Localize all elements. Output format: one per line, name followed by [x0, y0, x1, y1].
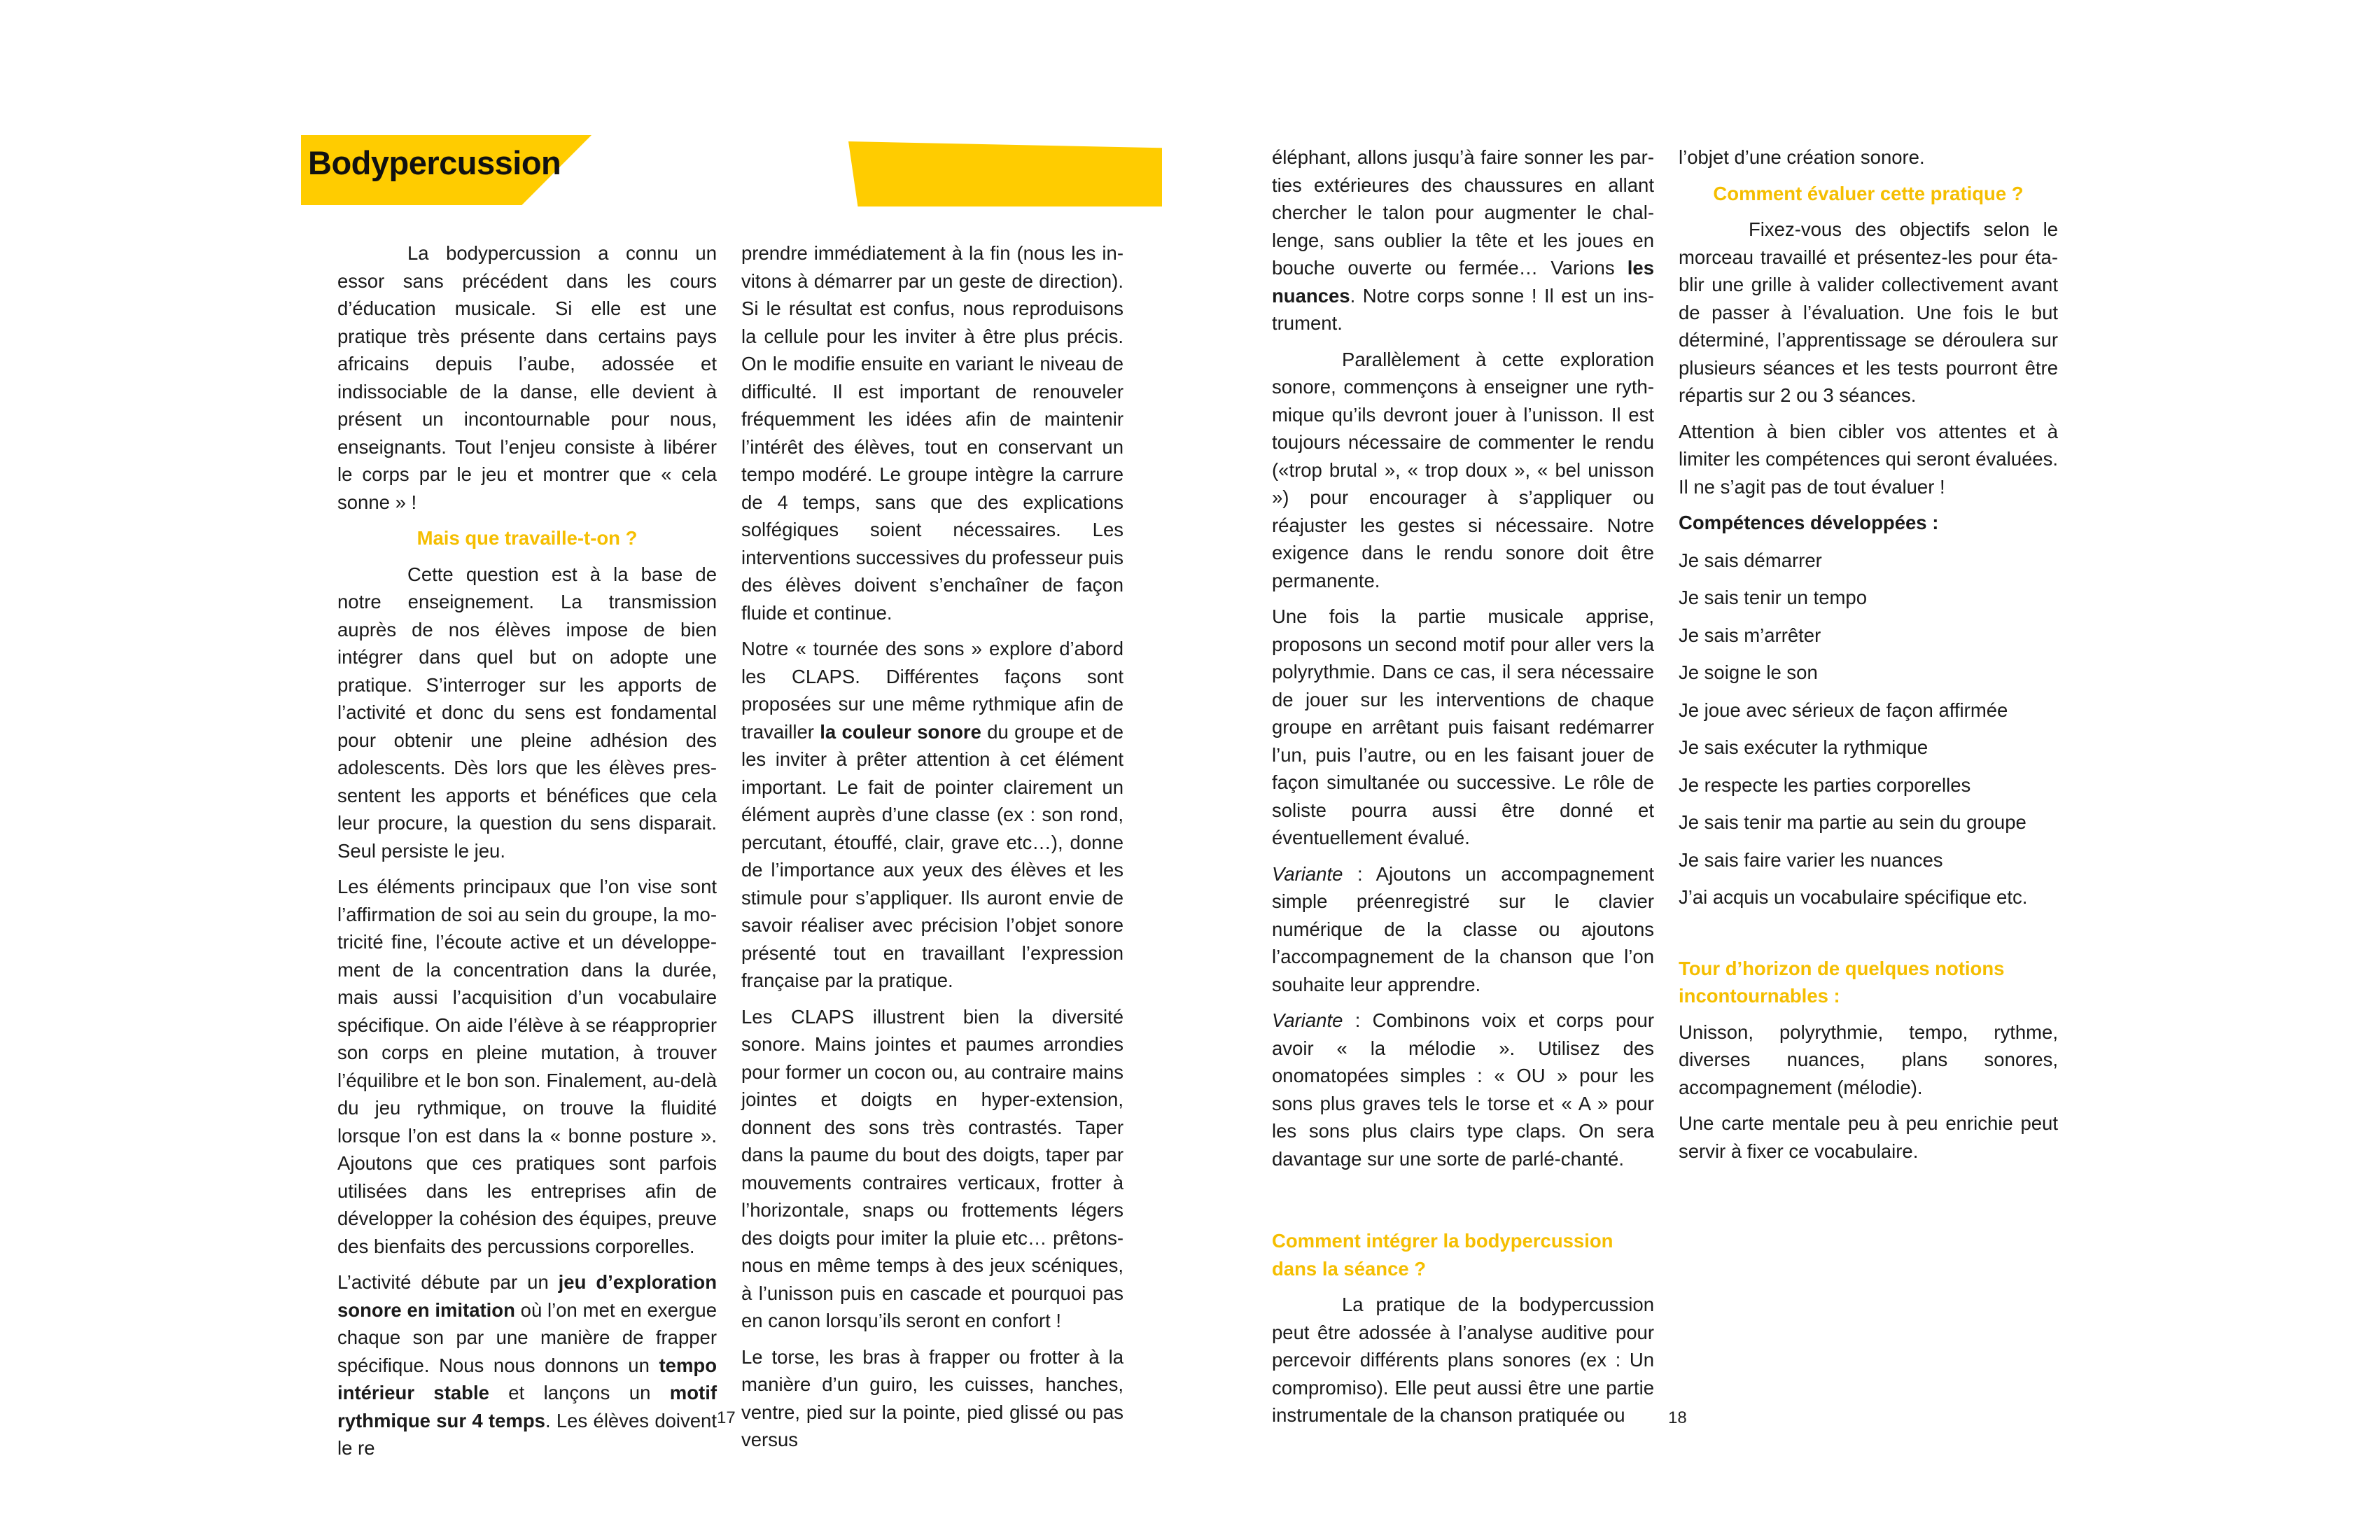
paragraph: Une fois la partie musicale apprise, proposons un second motif pour aller vers la polyrythmie. Dans ce cas, il sera nécessaire de jouer sur les interventions de chaque groupe en arrêtant puis faisant redémarrer l’un, puis l’autre, ou en les faisant jouer de façon simultanée ou successive. Le rôle de soliste pourra aussi être donné et éventuellement évalué. [1272, 606, 1654, 848]
section-heading: Comment intégrer la bodypercussion dans la séance ? [1272, 1230, 1614, 1280]
text-run: Notre « tournée des sons » explore d’abord les CLAPS. Différentes façons sont proposées sur une même rythmique afin de travailler [741, 638, 1124, 743]
skill-item: Je sais démarrer [1679, 549, 1822, 571]
paragraph: prendre immédiatement à la fin (nous les invitons à démarrer par un geste de direction). Si le résultat est confus, nous reproduisons la cellule pour les inviter à être plus précis. On le modifie ensuite en variant le niveau de difficulté. Il est important de renouveler fréquemment les idées afin de maintenir l’intérêt des élèves, tout en conservant un tempo modéré. Le groupe intègre la carrure de 4 temps, sans que des explications solfégiques soient nécessaires. Les interventions successives du professeur puis des élèves doivent s’enchaîner de façon fluide et continue. [741, 242, 1124, 624]
paragraph: Fixez-vous des objectifs selon le morceau travaillé et présentez-les pour établir une grille à valider collectivement avant de passer à l’évaluation. Une fois le but déterminé, l’apprentissage se déroulera sur plusieurs séances et les tests pourront être répartis sur 2 ou 3 séances. [1679, 218, 2058, 406]
italic-label: Variante [1272, 1009, 1343, 1031]
paragraph [1272, 144, 1654, 337]
italic-label: Variante [1272, 862, 1343, 885]
text-run: : Ajoutons un accompagnement simple préenregistré sur le clavier numérique de la classe ou ajoutons l’accompagnement de la chanson que l’on souhaite leur apprendre. [1272, 862, 1654, 995]
page-number-right: 18 [1668, 1408, 1687, 1427]
text-run: : Combinons voix et corps pour avoir « la mélodie ». Utilisez des onomatopées simples : « OU » pour les sons plus graves tels le torse et « A » pour les sons plus clairs type claps. On sera davantage sur une sorte de parlé-chanté. [1272, 1009, 1654, 1170]
paragraph: Attention à bien cibler vos attentes et à limiter les compétences qui seront évaluées. Il ne s’agit pas de tout évaluer ! [1679, 420, 2058, 498]
skill-item: Je joue avec sérieux de façon affirmée [1679, 699, 2008, 721]
paragraph: La bodypercussion a connu un essor sans précédent dans les cours d’éducation musicale. Si elle est une pratique très présente dans certains pays africains depuis l’aube, adossée et indissociable de la danse, elle devient à présent un incontournable pour nous, enseignants. Tout l’enjeu consiste à libérer le corps par le jeu et montrer que « cela sonne » ! [337, 242, 717, 513]
spacer [1272, 1181, 1654, 1227]
skill-item: Je sais faire varier les nuances [1679, 848, 1943, 871]
heading-text: Tour d’horizon de quelques notions incontournables [1679, 957, 2005, 1007]
paragraph [1272, 860, 1654, 999]
skill-item: Je respecte les parties corporelles [1679, 774, 1971, 796]
text-run: où l’on met en exergue chaque son par une manière de frapper spécifique. Nous nous donnons un [337, 1298, 717, 1376]
paragraph: Unisson, polyrythmie, tempo, rythme, diverses nuances, plans sonores, accompagnement (mélodie). [1679, 1021, 2058, 1098]
skill-item: Je sais exécuter la rythmique [1679, 736, 1928, 758]
paragraph: Les éléments principaux que l’on vise sont l’affirmation de soi au sein du groupe, la motricité fine, l’écoute active et un développement de la concentration dans la durée, mais aussi l’acquisition d’un vocabulaire spécifique. On aide l’élève à se réapproprier son corps en pleine mutation, à trouver l’équilibre et le bon son. Finalement, au-delà du jeu rythmique, on trouve la fluidité lorsque l’on est dans la « bonne posture ». Ajoutons que ces pratiques sont parfois utilisées dans les entreprises afin de développer la cohésion des équipes, preuve des bienfaits des percussions corporelles. [337, 876, 717, 1257]
skill-item: Je soigne le son [1679, 662, 1818, 683]
section-heading [1679, 955, 2058, 1010]
paragraph [337, 1268, 717, 1462]
text-run: . Les élèves doivent le re [337, 1409, 717, 1459]
skill-item: Je sais m’arrêter [1679, 624, 1821, 646]
skill-item: Je sais tenir ma partie au sein du groupe [1679, 811, 2026, 833]
paragraph [1272, 1007, 1654, 1172]
paragraph: Une carte mentale peu à peu enrichie peut servir à fixer ce vocabulaire. [1679, 1112, 2058, 1162]
paragraph [741, 635, 1124, 995]
paragraph: l’objet d’une création sonore. [1679, 146, 1925, 168]
paragraph: Parallèlement à cette exploration sonore, commençons à enseigner une rythmique qu’ils devront jouer à l’unisson. Il est toujours nécessaire de commenter le rendu («trop brutal », « trop doux », « bel unisson ») pour encourager à s’appliquer ou réajuster les gestes si nécessaire. Notre exigence dans le rendu sonore doit être permanente. [1272, 348, 1654, 592]
bold-text: la couleur sonore [820, 720, 981, 743]
text-run: éléphant, allons jusqu’à faire sonner les parties extérieures des chaussures en allant chercher le talon pour augmenter le challenge, sans oublier la tête et les joues en bouche ouverte ou fermée… Varions [1272, 146, 1654, 279]
text-run: et lançons un [489, 1382, 670, 1404]
skills-heading: Compétences développées : [1679, 512, 1939, 533]
bold-text: motif rythmique sur 4 temps [337, 1382, 717, 1432]
bold-text: tempo intérieur stable [337, 1354, 717, 1404]
column-3 [1272, 144, 1654, 1438]
skill-item: Je sais tenir un tempo [1679, 587, 1868, 608]
paragraph: La pratique de la bodypercussion peut être adossée à l’analyse auditive pour percevoir différents plans sonores (ex : Un compromiso). Elle peut aussi être une partie instrumentale de la chanson pratiquée ou [1272, 1294, 1654, 1426]
spacer [1679, 921, 2058, 955]
decorative-banner [848, 141, 1162, 206]
paragraph: Le torse, les bras à frapper ou frotter à la manière d’un guiro, les cuisses, hanches, ventre, pied sur la pointe, pied glissé ou pas versus [741, 1345, 1124, 1450]
column-2 [741, 239, 1124, 1462]
column-4 [1679, 144, 2058, 1173]
page-title: Bodypercussion [308, 144, 561, 181]
text-run: L’activité débute par un [337, 1271, 559, 1293]
page-number-left: 17 [717, 1408, 736, 1427]
paragraph: Cette question est à la base de notre enseignement. La transmission auprès de nos élèves impose de bien intégrer dans quel but on adopte une pratique. S’interroger sur les apports de l’activité et donc du sens est fondamental pour obtenir une pleine adhésion des adolescents. Dès lors que les élèves pressentent les apports et bénéfices que cela leur procure, la question du sens disparait. Seul persiste le jeu. [337, 563, 717, 862]
bold-text: jeu d’exploration sonore en imitation [337, 1271, 717, 1321]
text-run: . Notre corps sonne ! Il est un instrument. [1272, 284, 1654, 334]
section-heading: Mais que travaille-t-on ? [416, 527, 638, 549]
paragraph: Les CLAPS illustrent bien la diversité sonore. Mains jointes et paumes arrondies pour former un cocon ou, au contraire mains jointes et doigts en hyper-extension, donnent des sons très contrastés. Taper dans la paume du bout des doigts, taper par mouvements contraires verticaux, frotter à l’horizontale, snaps ou frottements légers des doigts pour imiter la pluie etc… prêtons-nous en même temps à des jeux scéniques, à l’unisson puis en cascade et pourquoi pas en canon lorsqu’ils seront en confort ! [741, 1005, 1124, 1331]
section-heading: Comment évaluer cette pratique ? [1713, 182, 2024, 204]
text-run: du groupe et de les inviter à prêter attention à cet élément important. Le fait de pointer clairement un élément auprès d’une classe (ex : son rond, percutant, étouffé, clair, grave etc…), donne de l’importance aux yeux des élèves et les stimule pour s’appliquer. Ils auront envie de savoir réaliser avec précision l’objet sonore présenté tout en travaillant l’expression française par la pratique. [741, 720, 1124, 991]
bold-text: les nuances [1272, 257, 1654, 307]
skill-item: J’ai acquis un vocabulaire spécifique etc. [1679, 886, 2028, 908]
heading-suffix: : [1828, 985, 1840, 1007]
column-1 [337, 239, 717, 1471]
